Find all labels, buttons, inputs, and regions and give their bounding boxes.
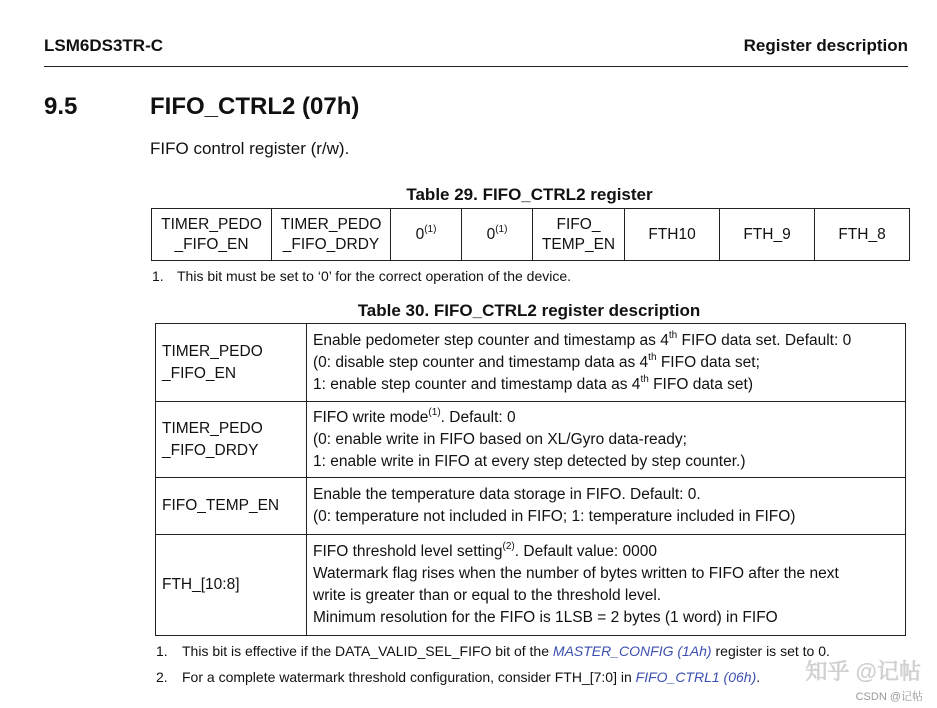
field-name <box>156 478 307 535</box>
desc-text: FIFO data set) <box>648 375 754 393</box>
bit-cell-line: FIFO_ <box>556 215 601 233</box>
table-row <box>156 535 906 636</box>
field-name-line: FIFO_TEMP_EN <box>162 497 280 514</box>
register-bits-table <box>151 208 910 261</box>
bit-cell-line: _FIFO_EN <box>174 235 249 253</box>
desc-line: (0: temperature not included in FIFO; 1: temperature included in FIFO) <box>313 508 796 525</box>
field-description <box>307 478 906 535</box>
bit-cell-line: TEMP_EN <box>541 235 616 253</box>
table-row <box>156 324 906 402</box>
bit-cell-line: TIMER_PEDO <box>161 215 262 233</box>
desc-text: FIFO write mode <box>313 408 429 426</box>
footnote-ref: (1) <box>424 223 437 235</box>
desc-line <box>313 330 899 352</box>
field-name <box>156 535 307 636</box>
doc-header-left: LSM6DS3TR-C <box>44 36 164 55</box>
bit-cell <box>272 209 391 261</box>
superscript: th <box>648 351 657 363</box>
footnote-text <box>182 669 760 685</box>
bit-cell <box>533 209 625 261</box>
bit-cell-line: 0 <box>415 225 425 243</box>
bit-cell-line: _FIFO_DRDY <box>282 235 380 253</box>
register-link[interactable]: FIFO_CTRL1 (06h) <box>635 669 757 685</box>
header-divider <box>44 66 908 67</box>
field-name <box>156 402 307 478</box>
table30-caption: Table 30. FIFO_CTRL2 register description <box>357 301 701 320</box>
desc-text: . Default value: 0000 <box>514 543 657 560</box>
table-row <box>152 209 910 261</box>
desc-line: Enable the temperature data storage in FIFO. Default: 0. <box>313 486 701 503</box>
footnote-ref: (1) <box>495 223 508 235</box>
desc-line <box>313 407 899 429</box>
table-row <box>156 478 906 535</box>
field-description <box>307 324 906 402</box>
superscript: (1) <box>428 406 441 418</box>
section-description: FIFO control register (r/w). <box>150 139 350 158</box>
table30-footnote-1 <box>156 643 896 661</box>
register-description-table <box>155 323 906 636</box>
superscript: th <box>668 329 678 341</box>
field-name-line: TIMER_PEDO <box>162 419 263 437</box>
bit-cell <box>462 209 533 261</box>
table-row <box>156 402 906 478</box>
desc-text: FIFO threshold level setting <box>313 543 503 560</box>
table30-footnote-2 <box>156 669 896 687</box>
footnote-text-part: . <box>756 669 761 685</box>
bit-cell <box>815 209 910 261</box>
watermark: 知乎 @记帖 <box>805 659 921 684</box>
bit-cell-line: 0 <box>486 225 496 243</box>
footnote-text-part: register is set to 0. <box>711 643 830 659</box>
desc-text: . Default: 0 <box>440 408 516 426</box>
field-description <box>307 535 906 636</box>
desc-text: (0: disable step counter and timestamp data as 4 <box>313 353 649 371</box>
field-description <box>307 402 906 478</box>
register-link[interactable]: MASTER_CONFIG (1Ah) <box>552 643 712 659</box>
field-name <box>156 324 307 402</box>
doc-header-right: Register description <box>743 36 908 55</box>
desc-text: FIFO data set; <box>656 353 760 371</box>
bit-cell-line: TIMER_PEDO <box>280 215 382 233</box>
desc-line: Minimum resolution for the FIFO is 1LSB = 2 bytes (1 word) in FIFO <box>313 609 778 626</box>
field-name-line: TIMER_PEDO <box>162 342 263 360</box>
footnote-number: 2. <box>156 669 168 685</box>
desc-text: FIFO data set. Default: 0 <box>677 331 852 349</box>
desc-line <box>313 541 899 563</box>
footnote-number: 1. <box>156 643 168 659</box>
desc-text: Enable pedometer step counter and timestamp as 4 <box>313 331 669 349</box>
footnote-text: This bit must be set to ‘0’ for the correct operation of the device. <box>177 268 572 284</box>
footnote-text-part: For a complete watermark threshold configuration, consider FTH_[7:0] in <box>182 669 636 685</box>
superscript: (2) <box>502 541 515 552</box>
bit-cell <box>625 209 720 261</box>
desc-line: (0: enable write in FIFO based on XL/Gyro data-ready; <box>313 430 687 448</box>
field-name-line: _FIFO_DRDY <box>162 441 259 459</box>
watermark-sub: CSDN @记帖 <box>855 691 923 703</box>
footnote-text <box>182 643 830 659</box>
bit-cell <box>152 209 272 261</box>
bit-cell-line: FTH_8 <box>838 225 886 243</box>
desc-line <box>313 374 899 396</box>
desc-line: Watermark flag rises when the number of bytes written to FIFO after the next <box>313 565 839 582</box>
superscript: th <box>640 373 649 385</box>
desc-line: write is greater than or equal to the threshold level. <box>313 587 662 604</box>
footnote-number: 1. <box>152 268 164 284</box>
table29-caption: Table 29. FIFO_CTRL2 register <box>406 185 653 204</box>
field-name-line: _FIFO_EN <box>162 364 237 382</box>
table29-footnote <box>152 268 852 286</box>
bit-cell <box>391 209 462 261</box>
field-name-line: FTH_[10:8] <box>162 576 240 593</box>
desc-text: 1: enable step counter and timestamp data as 4 <box>313 375 641 393</box>
bit-cell <box>720 209 815 261</box>
desc-line <box>313 352 899 374</box>
desc-line: 1: enable write in FIFO at every step detected by step counter.) <box>313 452 746 470</box>
bit-cell-line: FTH_9 <box>743 225 791 243</box>
footnote-text-part: This bit is effective if the DATA_VALID_SEL_FIFO bit of the <box>182 643 553 659</box>
section-title: FIFO_CTRL2 (07h) <box>150 93 360 120</box>
bit-cell-line: FTH10 <box>648 225 696 243</box>
section-number: 9.5 <box>44 93 78 120</box>
